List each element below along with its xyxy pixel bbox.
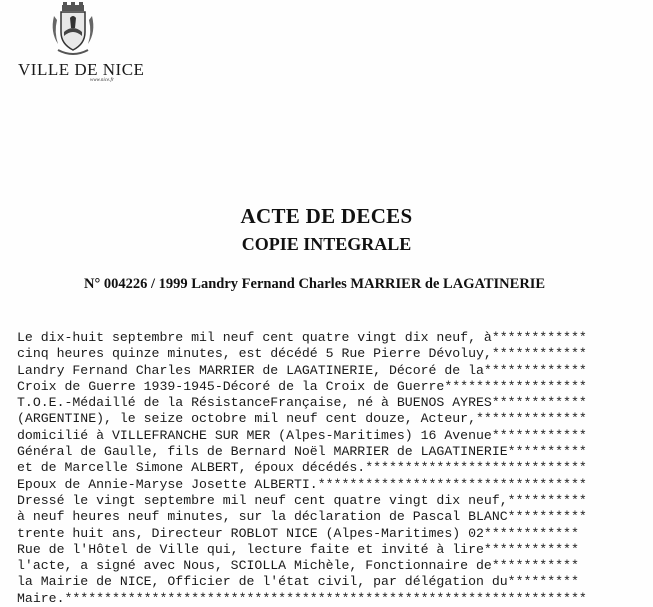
city-name: VILLE DE NICE — [18, 60, 145, 79]
body-line: Landry Fernand Charles MARRIER de LAGATINERIE, Décoré de la************* — [17, 362, 587, 378]
body-line: Epoux de Annie-Maryse Josette ALBERTI.********************************** — [17, 476, 587, 492]
body-line: la Mairie de NICE, Officier de l'état civil, par délégation du********* — [17, 574, 579, 590]
body-line: Maire.****************************************************************** — [17, 590, 587, 606]
body-line: Rue de l'Hôtel de Ville qui, lecture faite et invité à lire************ — [17, 541, 579, 557]
body-line: T.O.E.-Médaillé de la RésistanceFrançaise, né à BUENOS AYRES************ — [17, 395, 587, 411]
body-line: l'acte, a signé avec Nous, SCIOLLA Michèle, Fonctionnaire de*********** — [17, 558, 579, 574]
body-line: Général de Gaulle, fils de Bernard Noël MARRIER de LAGATINERIE********** — [17, 444, 587, 460]
body-line: cinq heures quinze minutes, est décédé 5 Rue Pierre Dévoluy,************ — [17, 346, 587, 362]
body-line: Le dix-huit septembre mil neuf cent quatre vingt dix neuf, à************ — [17, 330, 587, 345]
city-website: www.nice.fr — [90, 78, 114, 83]
body-line: Dressé le vingt septembre mil neuf cent quatre vingt dix neuf,********** — [17, 492, 587, 508]
body-line: domicilié à VILLEFRANCHE SUR MER (Alpes-Maritimes) 16 Avenue************ — [17, 427, 587, 443]
city-crest-icon — [48, 2, 98, 58]
body-line: (ARGENTINE), le seize octobre mil neuf cent douze, Acteur,************** — [17, 411, 587, 427]
body-line: trente huit ans, Directeur ROBLOT NICE (Alpes-Maritimes) 02************ — [17, 525, 579, 541]
body-line: Croix de Guerre 1939-1945-Décoré de la Croix de Guerre****************** — [17, 378, 587, 394]
document-reference: N° 004226 / 1999 Landry Fernand Charles MARRIER de LAGATINERIE — [84, 276, 546, 292]
document-body — [17, 330, 647, 607]
body-line: à neuf heures neuf minutes, sur la déclaration de Pascal BLANC********** — [17, 509, 587, 525]
body-line: et de Marcelle Simone ALBERT, époux décédés.**************************** — [17, 460, 587, 476]
document-title: ACTE DE DECES — [240, 204, 413, 228]
document-subtitle: COPIE INTEGRALE — [241, 234, 412, 254]
